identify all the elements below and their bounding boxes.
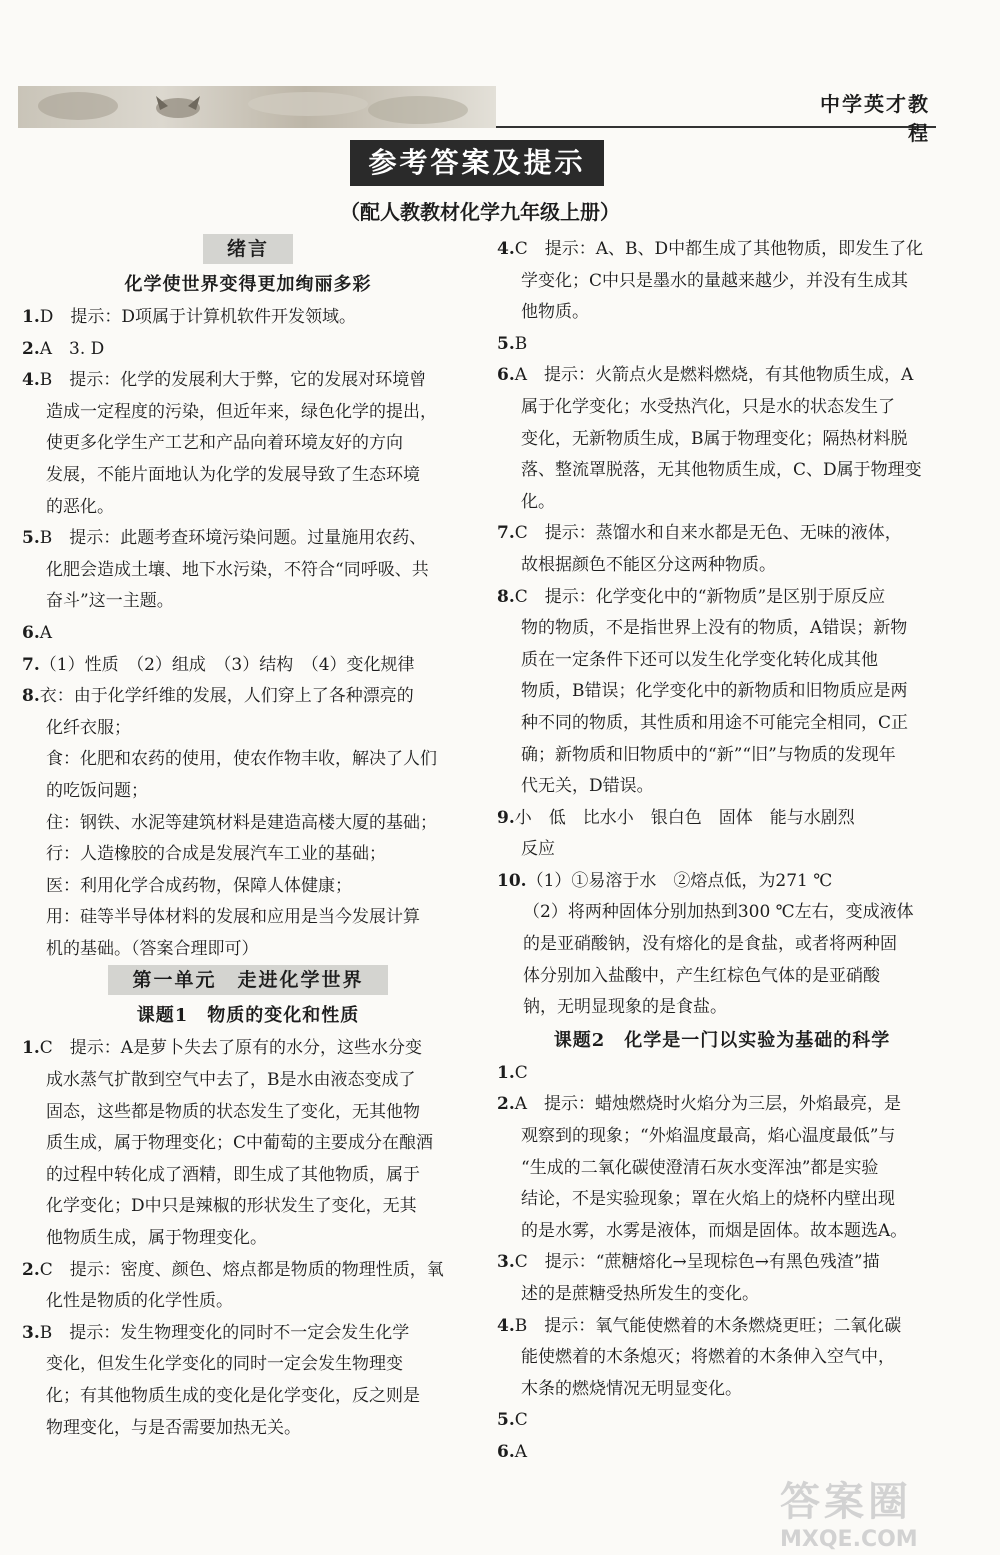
answer-number: 1. xyxy=(497,1062,515,1083)
answer-text: D 提示：D项属于计算机软件开发领域。 xyxy=(39,307,357,327)
answer-item xyxy=(497,582,947,614)
answer-text: （1）性质 （2）组成 （3）结构 （4）变化规律 xyxy=(39,654,415,675)
answer-continuation: 他物质。 xyxy=(521,302,589,323)
answer-continuation: 住：钢铁、水泥等建筑材料是建造高楼大厦的基础； xyxy=(46,812,437,833)
section-heading xyxy=(22,965,474,999)
answer-continuation: 学变化；C中只是墨水的量越来越少，并没有生成其 xyxy=(521,270,909,291)
answer-number: 4. xyxy=(497,239,515,259)
answer-continuation: 化学变化；D中只是辣椒的形状发生了变化，无其 xyxy=(46,1196,417,1217)
answer-item xyxy=(22,334,474,366)
answer-continuation: 确；新物质和旧物质中的“新”“旧”与物质的发现年 xyxy=(521,744,896,765)
answer-number: 9. xyxy=(497,807,515,828)
answer-text: A 3. D xyxy=(39,338,105,359)
answer-continuation: 的吃饭问题； xyxy=(46,780,148,801)
answer-item xyxy=(497,803,947,835)
answer-text: （1）①易溶于水 ②熔点低，为271 ℃ xyxy=(526,870,833,891)
answer-continuation: 化性是物质的化学性质。 xyxy=(46,1291,233,1312)
answer-number: 1. xyxy=(22,307,40,327)
butterfly-pattern-image xyxy=(18,86,496,128)
page-title: 参考答案及提示 xyxy=(350,140,604,186)
answer-text: 衣：由于化学纤维的发展，人们穿上了各种漂亮的 xyxy=(39,686,414,707)
right-column xyxy=(497,234,947,1469)
answer-continuation: 物质，B错误；化学变化中的新物质和旧物质应是两 xyxy=(521,681,908,702)
answer-item xyxy=(497,1311,947,1343)
answer-number: 3. xyxy=(497,1252,515,1273)
answer-text: C 提示：“蔗糖熔化→呈现棕色→有黑色残渣”描 xyxy=(514,1252,880,1273)
answer-continuation: （2）将两种固体分别加热到300 ℃左右，变成液体 xyxy=(523,902,914,923)
answer-number: 1. xyxy=(22,1038,40,1059)
answer-text: C 提示：A、B、D中都生成了其他物质，即发生了化 xyxy=(514,239,924,259)
answer-item xyxy=(22,650,474,682)
answer-text: A xyxy=(39,622,53,643)
answer-item xyxy=(22,302,474,334)
answer-text: A xyxy=(514,1441,528,1462)
answer-continuation: 质生成，属于物理变化；C中葡萄的主要成分在酿酒 xyxy=(46,1133,434,1154)
answer-item xyxy=(497,1058,947,1090)
answer-item xyxy=(22,1033,474,1065)
section-heading-label: 绪言 xyxy=(203,234,293,264)
book-series-title: 中学英才教程 xyxy=(820,92,930,145)
answer-continuation: 使更多化学生产工艺和产品向着环境友好的方向 xyxy=(46,433,403,454)
answer-item xyxy=(22,365,474,397)
answer-item xyxy=(497,866,947,898)
answer-number: 6. xyxy=(497,1441,515,1462)
answer-continuation: 固态，这些都是物质的状态发生了变化，无其他物 xyxy=(46,1101,420,1122)
answer-number: 5. xyxy=(497,1410,515,1431)
answer-item xyxy=(22,618,474,650)
answer-continuation: 落、整流罩脱落，无其他物质生成，C、D属于物理变 xyxy=(521,460,922,481)
answer-continuation: 奋斗”这一主题。 xyxy=(46,591,174,612)
section-heading xyxy=(22,234,474,268)
answer-continuation: 的是亚硝酸钠，没有熔化的是食盐，或者将两种固 xyxy=(523,934,897,955)
answer-number: 5. xyxy=(22,528,40,549)
answer-continuation: 成水蒸气扩散到空气中去了，B是水由液态变成了 xyxy=(46,1070,416,1091)
answer-item xyxy=(497,360,947,392)
answer-continuation: 食：化肥和农药的使用，使农作物丰收，解决了人们 xyxy=(46,749,437,770)
answer-text: B 提示：氧气能使燃着的木条燃烧更旺；二氧化碳 xyxy=(514,1315,902,1336)
answer-text: C 提示：密度、颜色、熔点都是物质的物理性质，氧 xyxy=(39,1259,444,1280)
answer-continuation: 体分别加入盐酸中，产生红棕色气体的是亚硝酸 xyxy=(523,965,880,986)
answer-continuation: “生成的二氧化碳使澄清石灰水变浑浊”都是实验 xyxy=(521,1157,879,1178)
answer-number: 6. xyxy=(497,365,515,386)
answer-continuation: 种不同的物质，其性质和用途不可能完全相同，C正 xyxy=(521,712,909,733)
answer-continuation: 发展，不能片面地认为化学的发展导致了生态环境 xyxy=(46,464,420,485)
answer-continuation: 物理变化，与是否需要加热无关。 xyxy=(46,1417,301,1438)
answer-continuation: 反应 xyxy=(521,839,555,860)
answer-continuation: 质在一定条件下还可以发生化学变化转化成其他 xyxy=(521,649,878,670)
answer-text: C 提示：A是萝卜失去了原有的水分，这些水分变 xyxy=(39,1038,423,1059)
watermark-logo-text: 答案圈 xyxy=(780,1479,912,1525)
header-decorative-banner xyxy=(18,86,496,128)
answer-item xyxy=(22,681,474,713)
answer-continuation: 行：人造橡胶的合成是发展汽车工业的基础； xyxy=(46,844,386,865)
answer-continuation: 造成一定程度的污染，但近年来，绿色化学的提出， xyxy=(46,401,437,422)
lesson-heading: 化学使世界变得更加绚丽多彩 xyxy=(124,274,372,295)
answer-continuation: 化；有其他物质生成的变化是化学变化，反之则是 xyxy=(46,1386,420,1406)
answer-text: C xyxy=(514,1062,528,1083)
answer-item xyxy=(497,1405,947,1437)
lesson-heading: 课题1 物质的变化和性质 xyxy=(136,1005,360,1027)
answer-number: 6. xyxy=(22,622,40,643)
watermark-site: MXQE.COM xyxy=(780,1527,918,1552)
answer-continuation: 故根据颜色不能区分这两种物质。 xyxy=(521,554,776,575)
answer-item xyxy=(22,1255,474,1287)
answer-continuation: 结论，不是实验现象；罩在火焰上的烧杯内壁出现 xyxy=(521,1189,895,1210)
answer-continuation: 用：硅等半导体材料的发展和应用是当今发展计算 xyxy=(46,907,420,928)
answer-item xyxy=(497,1247,947,1279)
answer-continuation: 化。 xyxy=(521,491,555,512)
answer-continuation: 的恶化。 xyxy=(46,496,114,517)
page-subtitle: （配人教教材化学九年级上册） xyxy=(340,200,620,224)
answer-text: 小 低 比水小 银白色 固体 能与水剧烈 xyxy=(514,807,855,828)
answer-text: A 提示：火箭点火是燃料燃烧，有其他物质生成，A xyxy=(514,365,914,386)
section-heading-label: 第一单元 走进化学世界 xyxy=(108,965,387,995)
watermark-logo xyxy=(780,1470,990,1550)
answer-item xyxy=(497,1089,947,1121)
answer-number: 2. xyxy=(497,1094,515,1115)
answer-number: 5. xyxy=(497,333,515,354)
answer-number: 10. xyxy=(497,870,527,891)
answer-continuation: 的是水雾，水雾是液体，而烟是固体。故本题选A。 xyxy=(521,1220,908,1241)
answer-continuation: 变化，但发生化学变化的同时一定会发生物理变 xyxy=(46,1354,403,1375)
answer-number: 8. xyxy=(497,586,515,607)
answer-item xyxy=(497,518,947,550)
answer-continuation: 的过程中转化成了酒精，即生成了其他物质，属于 xyxy=(46,1164,420,1185)
answer-continuation: 他物质生成，属于物理变化。 xyxy=(46,1228,267,1249)
lesson-heading: 课题2 化学是一门以实验为基础的科学 xyxy=(553,1029,891,1051)
answer-number: 7. xyxy=(497,523,515,544)
answer-continuation: 属于化学变化；水受热汽化，只是水的状态发生了 xyxy=(521,396,895,417)
answer-continuation: 机的基础。（答案合理即可） xyxy=(46,938,259,959)
answer-continuation: 医：利用化学合成药物，保障人体健康； xyxy=(46,875,352,896)
answer-text: C 提示：化学变化中的“新物质”是区别于原反应 xyxy=(514,586,886,607)
answer-item xyxy=(497,1437,947,1469)
answer-continuation: 化纤衣服； xyxy=(46,717,131,738)
answer-number: 2. xyxy=(22,1259,40,1280)
answer-continuation: 化肥会造成土壤、地下水污染，不符合“同呼吸、共 xyxy=(46,559,429,580)
answer-item xyxy=(22,523,474,555)
answer-text: C xyxy=(514,1410,528,1431)
answer-number: 7. xyxy=(22,654,40,675)
answer-continuation: 能使燃着的木条熄灭；将燃着的木条伸入空气中， xyxy=(521,1347,895,1368)
answer-continuation: 变化，无新物质生成，B属于物理变化；隔热材料脱 xyxy=(521,428,908,449)
answer-continuation: 物的物质，不是指世界上没有的物质，A错误；新物 xyxy=(521,618,908,639)
answer-text: B xyxy=(514,333,528,354)
answer-text: B 提示：此题考查环境污染问题。过量施用农药、 xyxy=(39,528,427,549)
answer-text: C 提示：蒸馏水和自来水都是无色、无味的液体， xyxy=(514,523,902,544)
answer-text: A 提示：蜡烛燃烧时火焰分为三层，外焰最亮，是 xyxy=(514,1094,902,1115)
answer-text: B 提示：发生物理变化的同时不一定会发生化学 xyxy=(39,1322,410,1343)
answer-continuation: 观察到的现象；“外焰温度最高，焰心温度最低”与 xyxy=(521,1126,896,1147)
answer-item xyxy=(497,329,947,361)
answer-item xyxy=(497,234,947,266)
answer-number: 2. xyxy=(22,338,40,359)
answer-number: 4. xyxy=(497,1315,515,1336)
answer-continuation: 木条的燃烧情况无明显变化。 xyxy=(521,1378,742,1399)
answer-item xyxy=(22,1318,474,1350)
answer-continuation: 钠，无明显现象的是食盐。 xyxy=(523,997,727,1018)
left-column xyxy=(22,234,474,1444)
answer-continuation: 述的是蔗糖受热所发生的变化。 xyxy=(521,1284,759,1304)
answer-continuation: 代无关，D错误。 xyxy=(521,776,654,797)
answer-number: 3. xyxy=(22,1322,40,1343)
answer-number: 4. xyxy=(22,370,40,391)
answer-text: B 提示：化学的发展利大于弊，它的发展对环境曾 xyxy=(39,370,427,391)
answer-number: 8. xyxy=(22,686,40,707)
